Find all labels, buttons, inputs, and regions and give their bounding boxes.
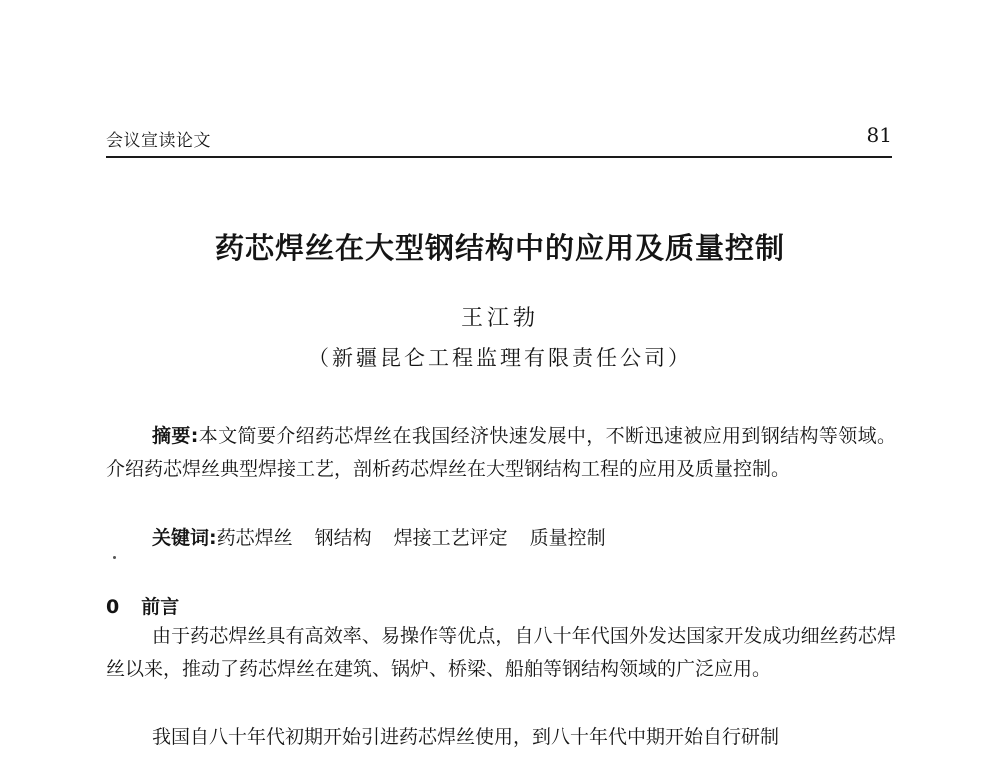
body-paragraph: 我国自八十年代初期开始引进药芯焊丝使用，到八十年代中期开始自行研制 bbox=[152, 726, 780, 748]
abstract-label: 摘要: bbox=[152, 425, 199, 447]
section-title: 前言 bbox=[141, 596, 180, 618]
author-affiliation: （新疆昆仑工程监理有限责任公司） bbox=[308, 346, 692, 370]
header-rule bbox=[106, 156, 892, 158]
keyword: 质量控制 bbox=[529, 527, 606, 549]
keywords-label: 关键词: bbox=[152, 527, 217, 549]
abstract-text: 本文简要介绍药芯焊丝在我国经济快速发展中，不断迅速被应用到钢结构等领域。介绍药芯焊丝典型焊接工艺，剖析药芯焊丝在大型钢结构工程的应用及质量控制。 bbox=[106, 425, 896, 480]
author-name: 王江勃 bbox=[460, 306, 539, 331]
keywords bbox=[152, 522, 628, 555]
keyword: 药芯焊丝 bbox=[216, 527, 293, 549]
running-header bbox=[106, 123, 892, 155]
abstract bbox=[106, 420, 896, 486]
paper-title: 药芯焊丝在大型钢结构中的应用及质量控制 bbox=[214, 231, 785, 265]
section-heading bbox=[106, 592, 179, 622]
header-section-label: 会议宣读论文 bbox=[106, 131, 211, 151]
body-paragraph: 由于药芯焊丝具有高效率、易操作等优点，自八十年代国外发达国家开发成功细丝药芯焊丝以来，推动了药芯焊丝在建筑、锅炉、桥梁、船舶等钢结构领域的广泛应用。 bbox=[106, 625, 896, 680]
keyword: 焊接工艺评定 bbox=[393, 527, 508, 549]
section-number: 0 bbox=[106, 596, 120, 618]
scan-speck bbox=[113, 556, 116, 559]
keyword: 钢结构 bbox=[314, 527, 372, 549]
page-number: 81 bbox=[866, 123, 892, 147]
